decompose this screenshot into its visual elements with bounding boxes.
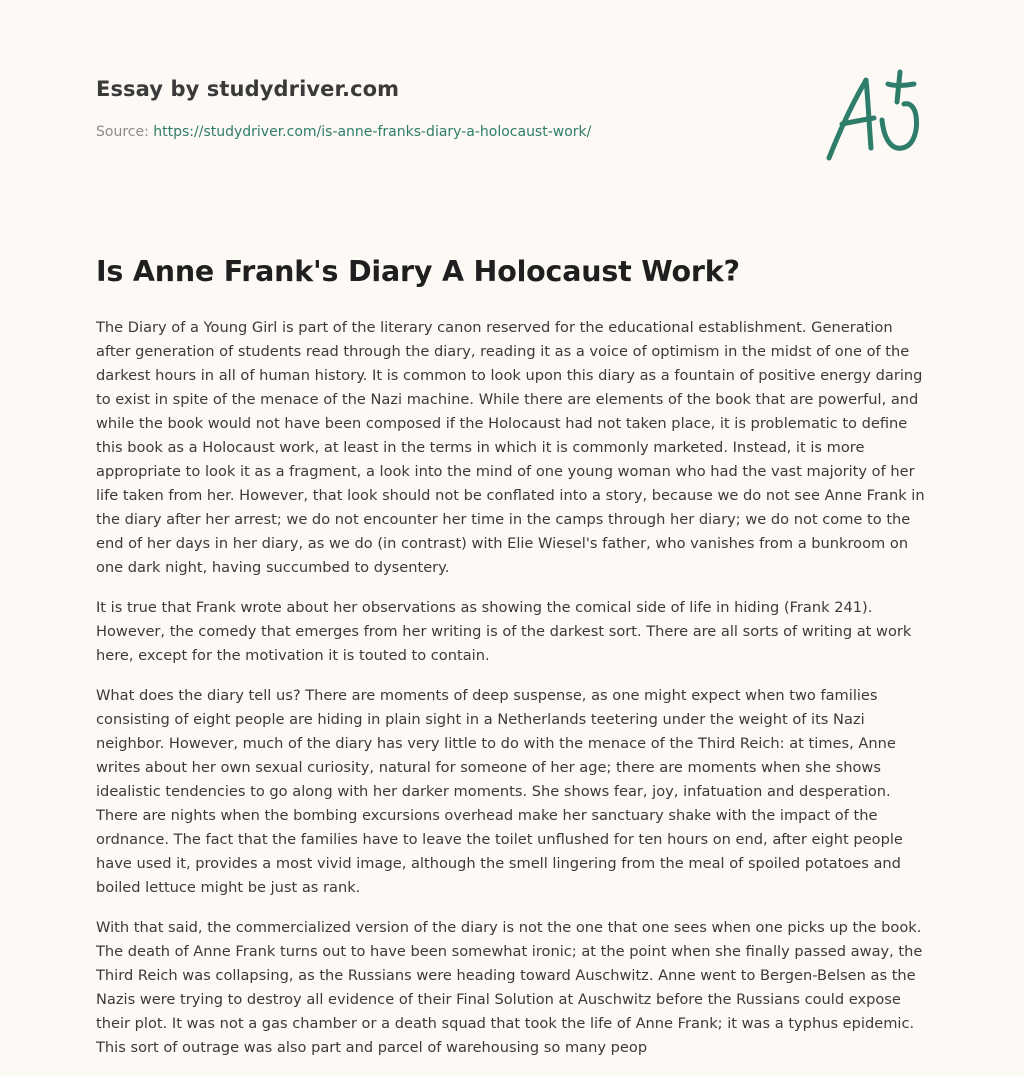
essay-paragraph: With that said, the commercialized version of the diary is not the one that one sees when one picks up the book. The death of Anne Frank turns out to have been somewhat ironic; at the point when she finally passed away, the Third Reich was collapsing, as the Russians were heading toward Auschwitz. Anne went to Bergen-Belsen as the Nazis were trying to destroy all evidence of their Final Solution at Auschwitz before the Russians could expose their plot. It was not a gas chamber or a death squad that took the life of Anne Frank; it was a typhus epidemic. This sort of outrage was also part and parcel of warehousing so many peop: [96, 919, 923, 1056]
essay-paragraph: What does the diary tell us? There are moments of deep suspense, as one might expect when two families consisting of eight people are hiding in plain sight in a Netherlands teetering under the weight of its Nazi neighbor. However, much of the diary has very little to do with the menace of the Third Reich: at times, Anne writes about her own sexual curiosity, natural for someone of her age; there are moments when she shows idealistic tendencies to go along with her darker moments. She shows fear, joy, infatuation and desperation. There are nights when the bombing excursions overhead make her sanctuary shake with the impact of the ordnance. The fact that the families have to leave the toilet unflushed for ten hours on end, after eight people have used it, provides a most vivid image, although the smell lingering from the meal of spoiled potatoes and boiled lettuce might be just as rank.: [96, 687, 903, 896]
essay-title: Is Anne Frank's Diary A Holocaust Work?: [96, 255, 740, 288]
site-title: Essay by studydriver.com: [96, 77, 400, 101]
source-link[interactable]: https://studydriver.com/is-anne-franks-diary-a-holocaust-work/: [153, 124, 592, 140]
essay-body: [96, 316, 931, 1076]
source-label: Source:: [96, 124, 149, 140]
essay-paragraph: It is true that Frank wrote about her observations as showing the comical side of life in hiding (Frank 241). However, the comedy that emerges from her writing is of the darkest sort. There are all sorts of writing at work here, except for the motivation it is touted to contain.: [96, 599, 912, 664]
a-plus-logo: [822, 68, 926, 164]
source-line: [96, 124, 591, 140]
essay-paragraph: The Diary of a Young Girl is part of the literary canon reserved for the educational establishment. Generation after generation of students read through the diary, reading it as a voice of optimism in the midst of one of the darkest hours in all of human history. It is common to look upon this diary as a fountain of positive energy daring to exist in spite of the menace of the Nazi machine. While there are elements of the book that are powerful, and while the book would not have been composed if the Holocaust had not taken place, it is problematic to define this book as a Holocaust work, at least in the terms in which it is commonly marketed. Instead, it is more appropriate to look it as a fragment, a look into the mind of one young woman who had the vast majority of her life taken from her. However, that look should not be conflated into a story, because we do not see Anne Frank in the diary after her arrest; we do not encounter her time in the camps through her diary; we do not come to the end of her days in her diary, as we do (in contrast) with Elie Wiesel's father, who vanishes from a bunkroom on one dark night, having succumbed to dysentery.: [96, 319, 925, 576]
